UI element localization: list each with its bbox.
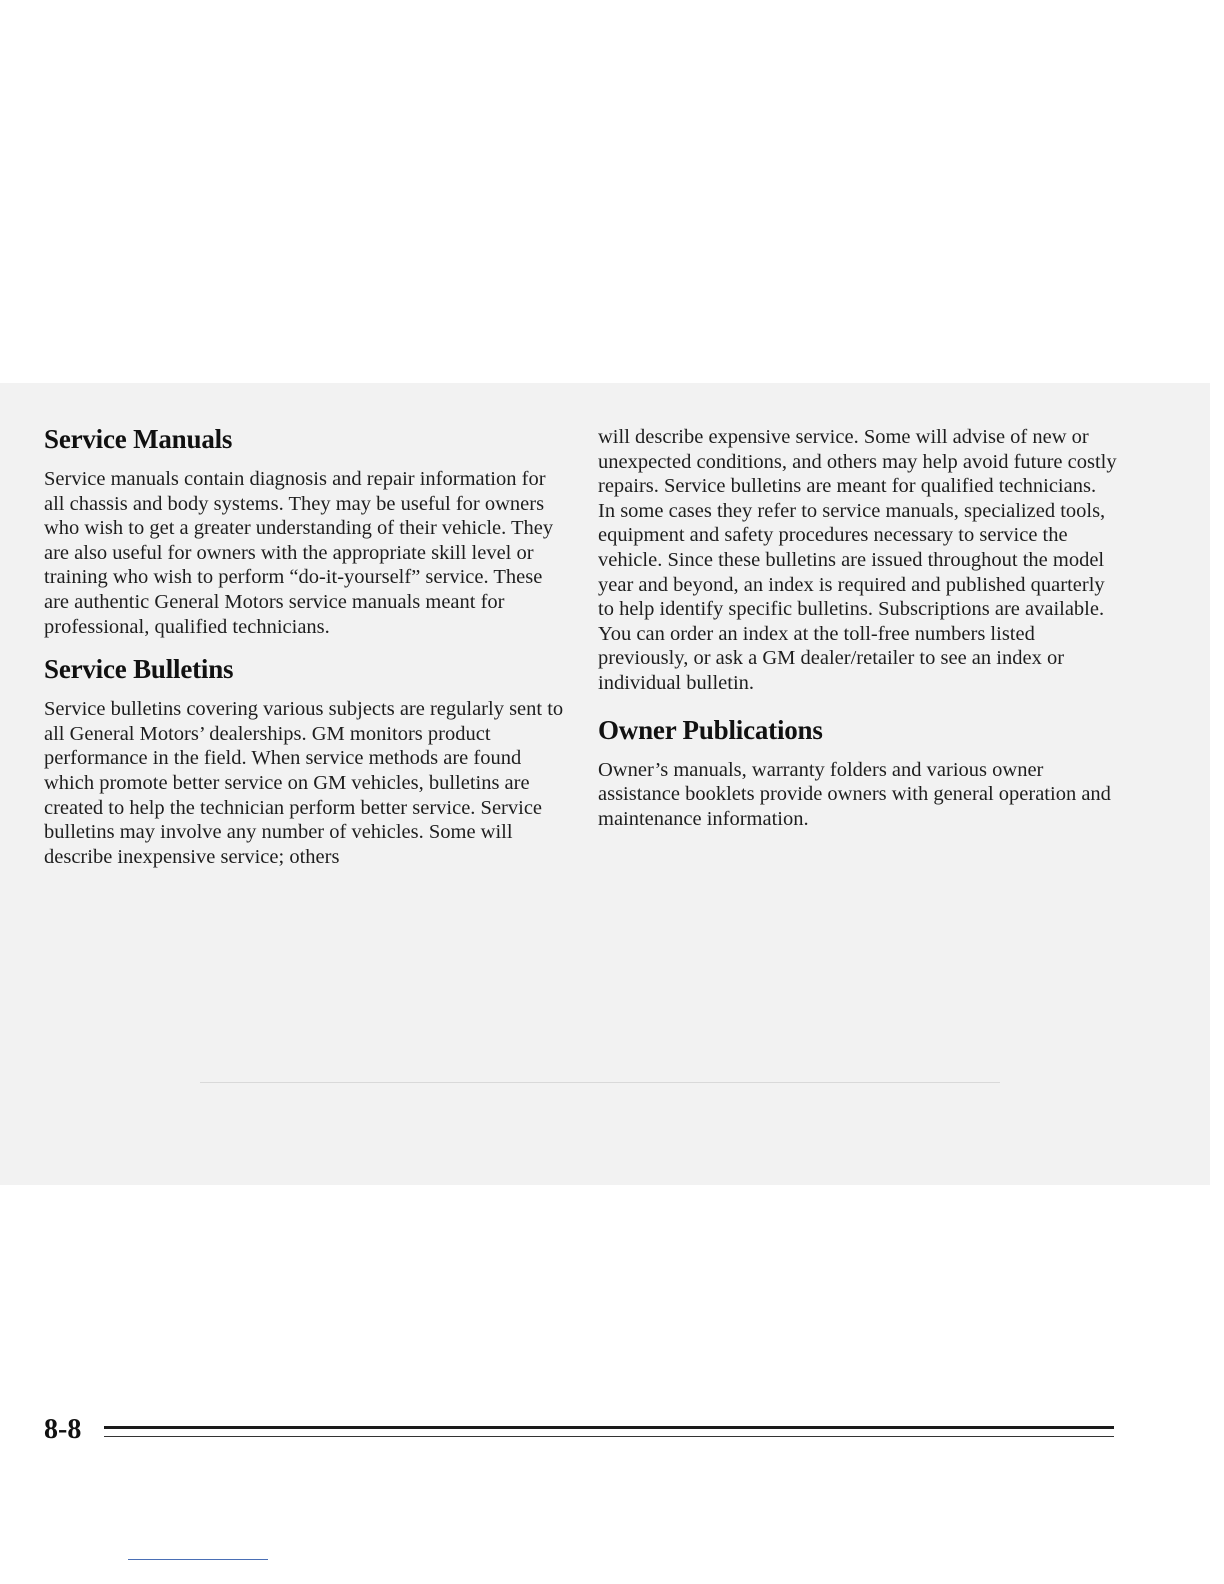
footer-rule-thick — [104, 1426, 1114, 1429]
heading-service-bulletins: Service Bulletins — [44, 654, 234, 685]
left-column — [44, 423, 564, 869]
paragraph-service-bulletins-part2: will describe expensive service. Some will advise of new or unexpected conditions, and others may help avoid future costly repairs. Service bulletins are meant for qualified technicians. In some cases they refer to service manuals, specialized tools, equipment and safety procedures necessary to service the vehicle. Since these bulletins are issued throughout the model year and beyond, an index is required and published quarterly to help identify specific bulletins. Subscriptions are available. You can order an index at the toll-free numbers listed previously, or ask a GM dealer/retailer to see an index or individual bulletin. — [598, 426, 1117, 694]
heading-owner-publications: Owner Publications — [598, 714, 823, 745]
heading-service-manuals: Service Manuals — [44, 424, 233, 454]
paragraph-owner-publications: Owner’s manuals, warranty folders and various owner assistance booklets provide owners with general operation and maintenance information. — [598, 758, 1111, 830]
bottom-link-underline — [128, 1559, 268, 1560]
page-content — [0, 383, 1210, 1445]
scan-artifact-line — [200, 1082, 1000, 1083]
right-column — [598, 425, 1118, 831]
footer-rule-thin — [104, 1436, 1114, 1437]
paragraph-service-bulletins-part1: Service bulletins covering various subjects are regularly sent to all General Motors’ dealerships. GM monitors product performance in the field. When service methods are found which promote better service on GM vehicles, bulletins are created to help the technician perform better service. Service bulletins may involve any number of vehicles. Some will describe inexpensive service; others — [44, 698, 564, 868]
page-footer — [44, 1413, 1114, 1453]
paragraph-service-manuals: Service manuals contain diagnosis and repair information for all chassis and body systems. They may be useful for owners who wish to get a greater understanding of their vehicle. They are also useful for owners with the appropriate skill level or training who wish to perform “do-it-yourself” service. These are authentic General Motors service manuals meant for professional, qualified technicians. — [44, 468, 554, 638]
page-number: 8-8 — [44, 1414, 82, 1445]
